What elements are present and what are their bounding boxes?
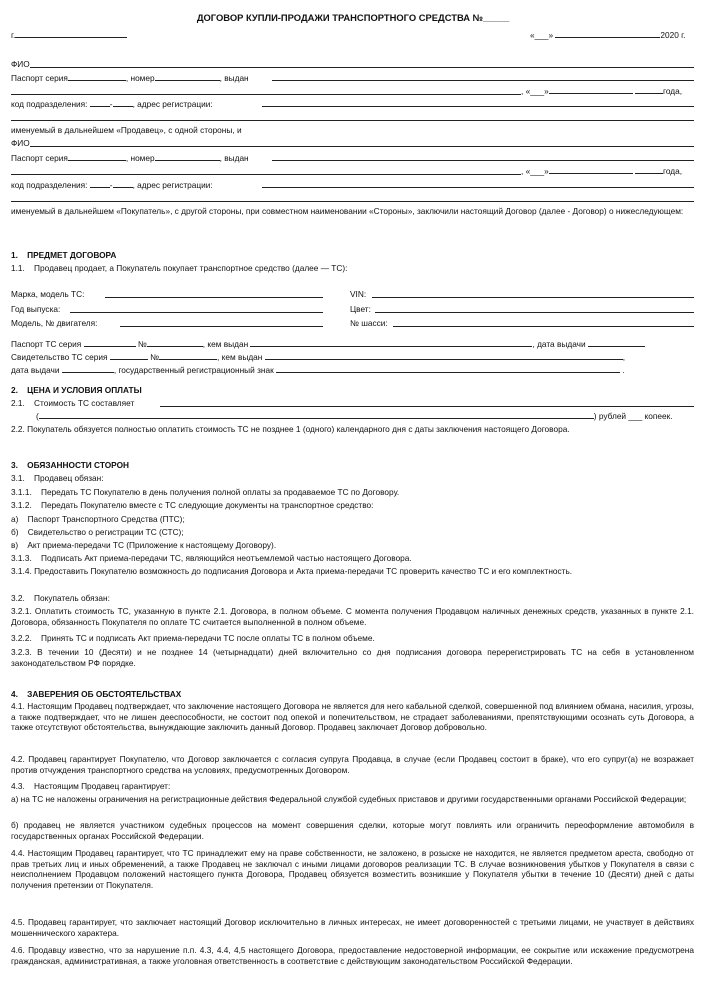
seller-fio-line[interactable]: [30, 67, 694, 68]
clause-3-2: 3.2. Покупатель обязан:: [11, 593, 110, 603]
buyer-passport-label: Паспорт серия: [11, 153, 68, 163]
seller-passport-series-input[interactable]: [68, 72, 126, 81]
buyer-address-label: , адрес регистрации:: [132, 180, 213, 190]
buyer-issued-line-2[interactable]: [11, 174, 521, 175]
pts-row: [11, 338, 645, 349]
clause-3-1-2: 3.1.2. Передать Покупателю вместе с ТС следующие документы на транспортное средство:: [11, 500, 374, 510]
buyer-fio-line[interactable]: [30, 146, 694, 147]
seller-address-line[interactable]: [262, 106, 694, 107]
buyer-issue-date: [521, 165, 682, 176]
buyer-address-line-2[interactable]: [11, 201, 694, 202]
price-input[interactable]: [160, 406, 694, 407]
buyer-code-row: код подразделения: - , адрес регистрации:: [11, 180, 213, 190]
seller-issued-label: , выдан: [219, 73, 249, 83]
seller-address-label: , адрес регистрации:: [132, 99, 213, 109]
clause-3-1: 3.1. Продавец обязан:: [11, 473, 104, 483]
chassis-input[interactable]: [393, 326, 694, 327]
clause-4-3: 4.3. Настоящим Продавец гарантирует:: [11, 781, 171, 791]
clause-3-2-2: 3.2.2. Принять ТС и подписать Акт приема-передачи ТС после оплаты ТС в полном объеме.: [11, 633, 375, 643]
regnum-input[interactable]: [276, 364, 620, 373]
clause-4-6: 4.6. Продавцу известно, что за нарушение п.п. 4.3, 4.4, 4,5 настоящего Договора, предоставление недостоверной информации, ее сокрытие или искажение предусмотрена гражданская, административная, а также уголовная ответственность в соответствие с действующим законодательством Российской Федерации.: [11, 945, 694, 966]
buyer-code-label: код подразделения:: [11, 180, 88, 190]
seller-named-text: именуемый в дальнейшем «Продавец», с одной стороны, и: [11, 125, 242, 135]
sts-series-input[interactable]: [110, 351, 148, 360]
buyer-fio-label: ФИО: [11, 138, 30, 148]
document-title: ДОГОВОР КУПЛИ-ПРОДАЖИ ТРАНСПОРТНОГО СРЕДСТВА №_____: [196, 12, 510, 23]
contract-date-field[interactable]: [530, 29, 685, 40]
seller-date-label: , «___»: [521, 86, 549, 96]
doc-item-v: в) Акт приема-передачи ТС (Приложение к настоящему Договору).: [11, 540, 277, 550]
buyer-named-text: именуемый в дальнейшем «Покупатель», с другой стороны, при совместном наименовании «Стороны», заключили настоящий Договор (далее - Договор) о нижеследующем:: [11, 206, 684, 216]
buyer-issue-year-input[interactable]: [635, 165, 663, 174]
seller-address-line-2[interactable]: [11, 120, 694, 121]
year-label: Год выпуска:: [11, 304, 61, 314]
brand-label: Марка, модель ТС:: [11, 289, 85, 299]
buyer-passport-series-input[interactable]: [68, 152, 126, 161]
pts-series-input[interactable]: [84, 338, 136, 347]
buyer-issued-line[interactable]: [272, 160, 694, 161]
sts-number-input[interactable]: [159, 351, 217, 360]
clause-3-1-4: 3.1.4. Предоставить Покупателю возможность до подписания Договора и Акта приема-передачи ТС проверить качество ТС и его комплектность.: [11, 566, 573, 576]
clause-4-4: 4.4. Настоящим Продавец гарантирует, что ТС принадлежит ему на праве собственности, не заложено, в розыске не находится, не является предметом ареста, свободно от прав третьих лиц и иных обременений, а также Продавец не заключал с иными лицами договоров реализации ТС. В случае возникновения убытков у Покупателя в связи с неисполнением Продавцом положений настоящего пункта Договора, Продавец обязуется возместить возникшие у Покупателя убытки в течение 10 (Десяти) дней с даты получения претензии от Покупателя.: [11, 848, 694, 890]
clause-3-1-1: 3.1.1. Передать ТС Покупателю в день получения полной оплаты за продаваемое ТС по Договору.: [11, 487, 400, 497]
seller-passport-label: Паспорт серия: [11, 73, 68, 83]
buyer-number-label: , номер: [125, 153, 155, 163]
seller-code-row: код подразделения: - , адрес регистрации:: [11, 99, 213, 109]
clause-4-3-a: а) на ТС не наложены ограничения на регистрационные действия Федеральной службой судебных приставов и другими государственными органами Российской Федерации;: [11, 794, 687, 804]
buyer-issue-month-input[interactable]: [549, 165, 633, 174]
pts-issued-by-input[interactable]: [250, 338, 532, 347]
clause-2-2: 2.2. Покупатель обязуется полностью оплатить стоимость ТС не позднее 1 (одного) календарного дня с даты заключения настоящего Договора.: [11, 424, 570, 434]
buyer-date-label: , «___»: [521, 166, 549, 176]
seller-passport-number-input[interactable]: [155, 72, 220, 81]
seller-issue-date: [521, 85, 682, 96]
pts-issue-date-input[interactable]: [588, 338, 645, 347]
pts-issued-by-label: , кем выдан: [202, 339, 249, 349]
pts-no-label: №: [137, 339, 147, 349]
seller-issued-line[interactable]: [272, 80, 694, 81]
seller-year-label: года,: [663, 86, 683, 96]
chassis-label: № шасси:: [350, 318, 388, 328]
section-3-heading: 3. ОБЯЗАННОСТИ СТОРОН: [11, 460, 130, 470]
clause-4-3-b: б) продавец не является участником судебных процессов на момент совершения сделки, которые могут повлиять или ограничить переоформление автомобиля в государственных органах Российской Федерации.: [11, 820, 694, 841]
buyer-passport-number-input[interactable]: [155, 152, 220, 161]
regnum-label: , государственный регистрационный знак: [113, 365, 274, 375]
date-year-label: 2020 г.: [660, 30, 686, 40]
seller-code-label: код подразделения:: [11, 99, 88, 109]
date-day-label: «___»: [530, 30, 556, 40]
buyer-code-input-2[interactable]: [113, 179, 133, 188]
seller-passport-row: [11, 72, 249, 83]
clause-3-2-3: 3.2.3. В течении 10 (Десяти) и не позднее 14 (четырнадцати) дней включительно со дня подписания договора перерегистрировать ТС на себя в установленном законодательством РФ порядке.: [11, 647, 694, 668]
city-label: г.: [11, 30, 16, 40]
sts-issued-by-input[interactable]: [265, 351, 623, 360]
year-input[interactable]: [70, 312, 323, 313]
seller-issue-year-input[interactable]: [635, 85, 663, 94]
engine-input[interactable]: [120, 326, 323, 327]
buyer-code-input-1[interactable]: [90, 179, 110, 188]
seller-code-input-1[interactable]: [90, 98, 110, 107]
vin-label: VIN:: [350, 289, 367, 299]
clause-3-1-3: 3.1.3. Подписать Акт приема-передачи ТС, являющийся неотъемлемой частью настоящего Договора.: [11, 553, 412, 563]
section-4-heading: 4. ЗАВЕРЕНИЯ ОБ ОБСТОЯТЕЛЬСТВАХ: [11, 689, 182, 699]
sts-no-label: №: [150, 352, 160, 362]
sts-issued-by-label: , кем выдан: [217, 352, 263, 362]
sts-label: Свидетельство ТС серия: [11, 352, 108, 362]
sts-issue-date-label: дата выдачи: [11, 365, 60, 375]
pts-label: Паспорт ТС серия: [11, 339, 82, 349]
clause-2-1: 2.1. Стоимость ТС составляет: [11, 398, 135, 408]
doc-item-a: а) Паспорт Транспортного Средства (ПТС);: [11, 514, 185, 524]
seller-issue-month-input[interactable]: [549, 85, 633, 94]
pts-issue-date-label: , дата выдачи: [532, 339, 586, 349]
clause-4-2: 4.2. Продавец гарантирует Покупателю, что Договор заключается с согласия супруга Продавца, в случае (если Продавец состоит в браке), что его супруг(а) не возражает против отчуждения транспортного средства на условиях, предусмотренных Договором.: [11, 754, 694, 775]
buyer-year-label: года,: [663, 166, 683, 176]
price-words-input[interactable]: [39, 410, 594, 419]
sts-row: Свидетельство ТС серия № , кем выдан ,: [11, 352, 626, 362]
section-1-heading: 1. ПРЕДМЕТ ДОГОВОРА: [11, 250, 117, 260]
clause-1-1: 1.1. Продавец продает, а Покупатель покупает транспортное средство (далее — ТС):: [11, 263, 348, 273]
city-field[interactable]: [11, 29, 127, 40]
sts-issue-date-input[interactable]: [62, 364, 114, 373]
seller-number-label: , номер: [125, 73, 155, 83]
buyer-passport-row: [11, 152, 249, 163]
seller-issued-line-2[interactable]: [11, 94, 521, 95]
price-rub-label: ) рублей ___ копеек.: [593, 411, 673, 421]
engine-label: Модель, № двигателя:: [11, 318, 98, 328]
vin-input[interactable]: [372, 297, 694, 298]
color-input[interactable]: [375, 312, 694, 313]
seller-code-input-2[interactable]: [113, 98, 133, 107]
pts-number-input[interactable]: [147, 338, 203, 347]
clause-4-5: 4.5. Продавец гарантирует, что заключает настоящий Договор исключительно в личных интересах, не имеет договоренностей с третьими лицами, не участвует в действиях мошеннического характера.: [11, 917, 694, 938]
section-2-heading: 2. ЦЕНА И УСЛОВИЯ ОПЛАТЫ: [11, 385, 142, 395]
brand-input[interactable]: [105, 297, 323, 298]
clause-4-1: 4.1. Настоящим Продавец подтверждает, что заключение настоящего Договора не является для него кабальной сделкой, совершенной под влиянием обмана, насилия, угрозы, а также подтверждает, что не лишен дееспособности, не состоит под опекой и попечительством, не страдает заболеваниями, препятствующими осознать суть Договора, а также отсутствуют обстоятельства, вынуждающие заключить данный Договор. Продавец заключает Договор добровольно.: [11, 701, 694, 733]
price-words-row: ( ) рублей ___ копеек.: [36, 411, 673, 421]
regnum-row: дата выдачи , государственный регистрационный знак .: [11, 365, 625, 375]
clause-3-2-1: 3.2.1. Оплатить стоимость ТС, указанную в пункте 2.1. Договора, в полном объеме. С момента получения Продавцом наличных денежных средств, указанных в пункте 2.1. Договора, обязанность Покупателя по оплате ТС считается выполненной в полном объеме.: [11, 606, 694, 627]
seller-fio-label: ФИО: [11, 59, 30, 69]
buyer-address-line[interactable]: [262, 187, 694, 188]
buyer-issued-label: , выдан: [219, 153, 249, 163]
color-label: Цвет:: [350, 304, 371, 314]
doc-item-b: б) Свидетельство о регистрации ТС (СТС);: [11, 527, 184, 537]
